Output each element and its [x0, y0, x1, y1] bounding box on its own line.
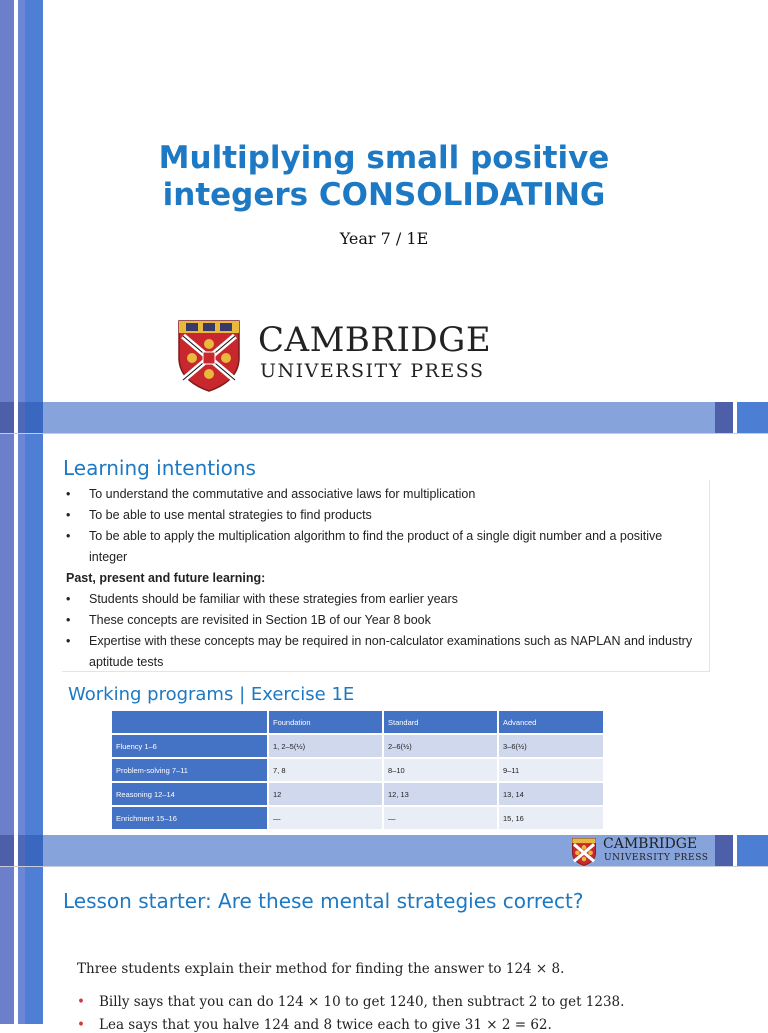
left-bar-wide [25, 0, 43, 433]
table-header-row [112, 711, 603, 733]
title-line-1: Multiplying small positive [158, 140, 610, 176]
slide-lesson-starter [0, 867, 768, 1033]
left-bar-wide [25, 434, 43, 866]
left-bar [0, 867, 14, 1024]
slide-title-heading [70, 140, 698, 214]
slide-subtitle: Year 7 / 1E [339, 229, 429, 248]
ppf-item: • These concepts are revisited in Section 1B of our Year 8 book [89, 613, 431, 627]
left-bar [0, 434, 14, 866]
cambridge-shield-icon [572, 838, 596, 866]
logo-word-university-press: UNIVERSITY PRESS [260, 360, 485, 382]
ppf-item: • Expertise with these concepts may be required in non-calculator examinations such as NAPLAN and industry [89, 634, 692, 648]
table-row-header: Enrichment 15–16 [112, 807, 267, 829]
left-bar-wide [25, 867, 43, 1024]
table-cell: 8–10 [384, 759, 497, 781]
table-cell: 12 [269, 783, 382, 805]
left-bar-inner [18, 0, 25, 433]
intention-item: • To understand the commutative and associative laws for multiplication [89, 487, 475, 501]
band-seg [737, 835, 768, 866]
table-cell: — [269, 807, 382, 829]
logo-word-university-press: UNIVERSITY PRESS [604, 853, 709, 863]
table-header-cell: Advanced [499, 711, 603, 733]
table-cell: — [384, 807, 497, 829]
working-programs-heading: Working programs | Exercise 1E [68, 684, 355, 705]
ppf-heading: Past, present and future learning: [66, 571, 266, 585]
starter-bullet [77, 994, 625, 1010]
starter-paragraph: Three students explain their method for finding the answer to 124 × 8. [77, 961, 565, 977]
table-cell: 15, 16 [499, 807, 603, 829]
bullet-dot-icon: • [77, 1017, 85, 1033]
bottom-band [0, 402, 768, 433]
table-row [112, 735, 603, 757]
starter-bullet-text: Billy says that you can do 124 × 10 to get 1240, then subtract 2 to get 1238. [99, 994, 625, 1010]
table-header-cell: Standard [384, 711, 497, 733]
title-line-2: integers CONSOLIDATING [162, 177, 606, 213]
table-cell: 3–6(½) [499, 735, 603, 757]
slide-title [0, 0, 768, 433]
table-row-header: Reasoning 12–14 [112, 783, 267, 805]
band-seg [715, 402, 733, 433]
lesson-starter-heading: Lesson starter: Are these mental strategies correct? [63, 889, 584, 913]
band-seg [0, 835, 14, 866]
table-cell: 7, 8 [269, 759, 382, 781]
cambridge-shield-icon [178, 320, 240, 392]
starter-bullet [77, 1017, 552, 1033]
band-seg [0, 402, 14, 433]
intention-item-cont: integer [89, 550, 128, 564]
left-bar-inner [18, 867, 25, 1024]
table-cell: 9–11 [499, 759, 603, 781]
band-seg [18, 835, 25, 866]
table-row [112, 759, 603, 781]
learning-intentions-heading: Learning intentions [63, 456, 256, 480]
table-cell: 13, 14 [499, 783, 603, 805]
table-row-header: Problem-solving 7–11 [112, 759, 267, 781]
left-bar [0, 0, 14, 433]
band-seg [737, 402, 768, 433]
table-cell: 2–6(½) [384, 735, 497, 757]
ppf-item: • Students should be familiar with these strategies from earlier years [89, 592, 458, 606]
band-seg [43, 402, 715, 433]
logo-word-cambridge: CAMBRIDGE [258, 320, 492, 360]
slide-learning-intentions [0, 434, 768, 866]
table-row-header: Fluency 1–6 [112, 735, 267, 757]
band-seg [25, 402, 43, 433]
table-header-cell [112, 711, 267, 733]
starter-bullet-text: Lea says that you halve 124 and 8 twice each to give 31 × 2 = 62. [99, 1017, 552, 1033]
ppf-item-cont: aptitude tests [89, 655, 164, 669]
band-seg [25, 835, 43, 866]
table-row [112, 807, 603, 829]
intention-item: • To be able to use mental strategies to find products [89, 508, 372, 522]
intention-item: • To be able to apply the multiplication algorithm to find the product of a single digit number and a positive [89, 529, 662, 543]
table-header-cell: Foundation [269, 711, 382, 733]
left-bar-inner [18, 434, 25, 866]
logo-word-cambridge: CAMBRIDGE [603, 836, 698, 852]
bullet-dot-icon: • [77, 994, 85, 1010]
band-seg [715, 835, 733, 866]
table-row [112, 783, 603, 805]
working-programs-table [110, 709, 605, 831]
table-cell: 12, 13 [384, 783, 497, 805]
band-seg [18, 402, 25, 433]
table-cell: 1, 2–5(½) [269, 735, 382, 757]
